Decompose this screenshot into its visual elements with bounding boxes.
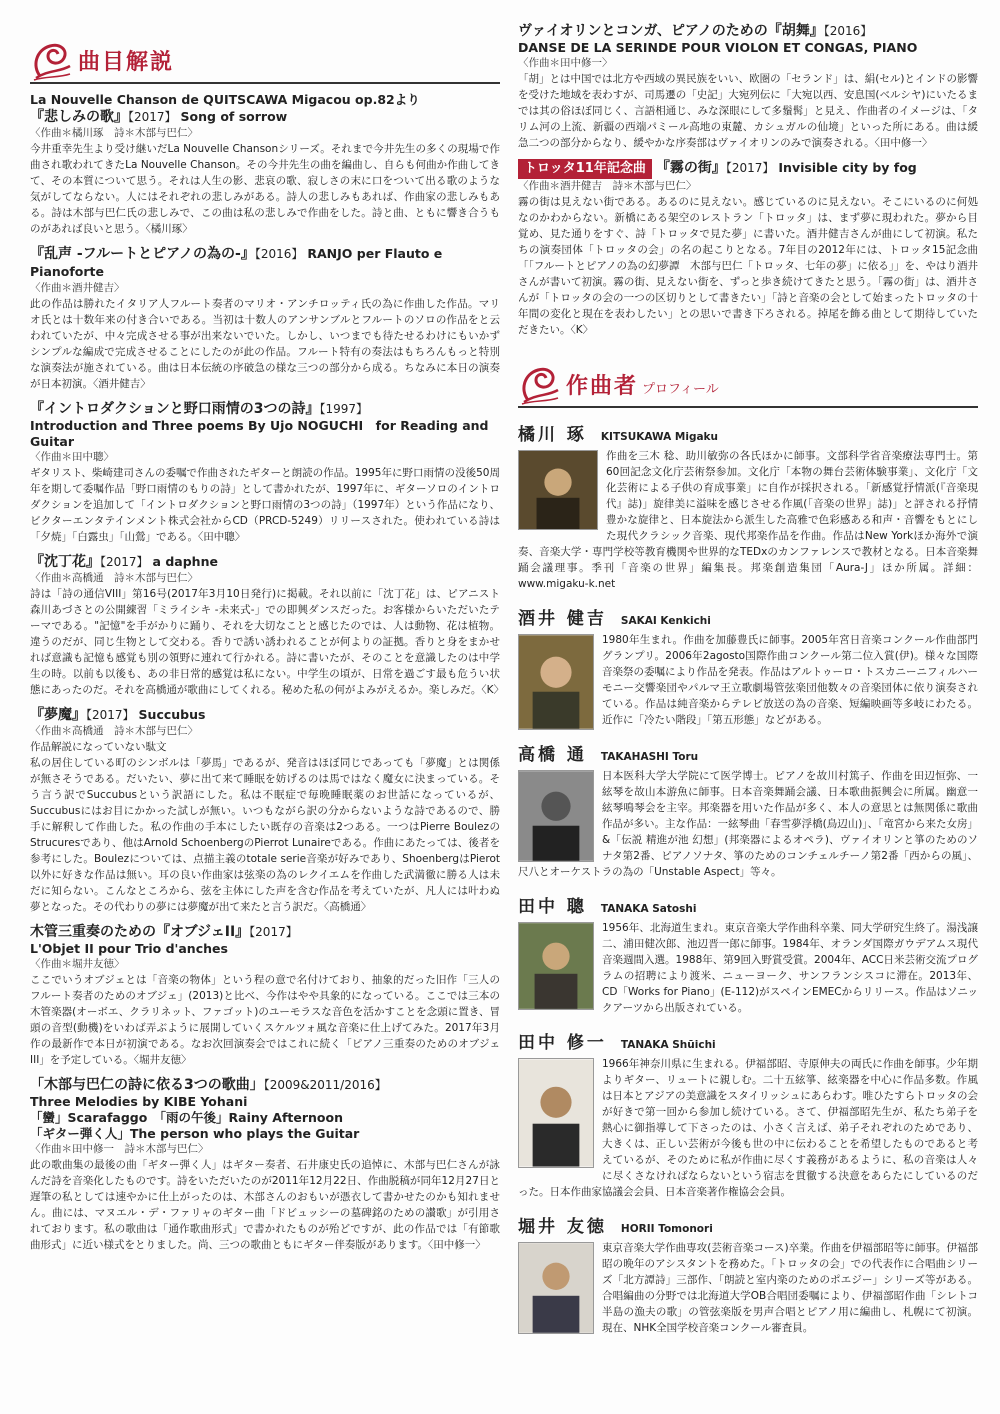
portrait-photo-icon: [519, 451, 597, 529]
section-title: 作曲者: [566, 373, 639, 399]
anniversary-badge: トロッタ11年記念曲: [518, 159, 652, 179]
composer-bio-text: 1956年、北海道生まれ。東京音楽大学作曲科卒業、同大学研究生終了。湯浅譲二、浦田健次郎、池辺晋一郎に師事。1984年、オランダ国際ガウデアムス現代音楽週間入選。1988年、第9回入野賞受賞。2004年、ACC日米芸術交流プログラムの招聘により渡米、ニューヨーク、サンフランシスコに滞在。2013年、CD「Works for Piano」(E-112)がスペインEMECからリリース。作品はソニックアーツから出版されている。: [602, 922, 978, 1014]
composer-name-romaji: TAKAHASHI Toru: [600, 751, 699, 763]
piece-title-jp: ヴァイオリンとコンガ、ピアノのための『胡舞』: [518, 23, 824, 39]
piece-entry: [518, 159, 978, 338]
piece-title-jp: 『沈丁花』: [30, 554, 100, 570]
piece-title-jp: 『悲しみの歌』: [30, 109, 128, 125]
piece-title: [30, 400, 500, 418]
right-column: [518, 0, 978, 1336]
composer-name: [518, 740, 978, 765]
piece-credit: 〈作曲＊田中修一 詩＊木部与巴仁〉: [30, 1143, 209, 1155]
composer-profile: [518, 420, 978, 592]
composer-name-romaji: HORII Tomonori: [620, 1223, 713, 1235]
composer-name-romaji: TANAKA Shūichi: [620, 1039, 716, 1051]
piece-entry: [30, 553, 505, 698]
composer-name-jp: 田中 聰: [518, 897, 587, 917]
piece-entry: [30, 400, 500, 545]
piece-prehead: La Nouvelle Chanson de QUITSCAWA Migacou op.82より: [30, 92, 420, 107]
piece-title-jp: 『イントロダクションと野口雨情の3つの詩』: [30, 401, 320, 417]
piece-title-en: DANSE DE LA SERINDE POUR VIOLON ET CONGAS, PIANO: [518, 40, 918, 55]
composer-name: [518, 1028, 978, 1053]
composer-photo: [518, 770, 594, 862]
piece-title: [518, 159, 978, 179]
piece-title-jp: 『霧の街』: [655, 160, 726, 176]
piece-title-en: L'Objet II pour Trio d'anches: [30, 941, 228, 956]
piece-entry: [518, 22, 978, 151]
composer-bio-text: 1980年生まれ。作曲を加藤豊氏に師事。2005年宮日音楽コンクール作曲部門グランプリ。2006年2agosto国際作曲コンクール第二位入賞(伊)。様々な国際音楽祭の委嘱により作品を発表。作品はアルトゥーロ・トスカニーニフィルハーモニー交響楽団やパルマ王立歌劇場管弦楽団他数々の音楽団体に依り演奏されている。作品は純音楽からテレビ放送の為の音楽、短編映画等多岐にわたる。近作に「冷たい階段」「第五形態」などがある。: [602, 634, 978, 726]
piece-title-en: Invisible city by fog: [778, 160, 917, 175]
composer-bio-text: 1966年神奈川県に生まれる。伊福部昭、寺原伸夫の両氏に作曲を師事。少年期よりギター、リュートに親しむ。二十五絃箏、絃楽器を中心に作品多数。作風は日本とアジアの美意識をスタイリッシュにあらわす。唯ひたすらトロッタの会が好きで第一回から参加し続けている。さて、伊福部昭先生が、私たち弟子を熱心に御指導して下さったのは、小さく言えば、弟子それぞれのためであり、大きくは、正しい芸術が今後も世の中に伝わることを希望したものであると考えているが、そのために私が作曲に尽くす義務があるように、私の音楽は人々に尽くさなければならないという宿志を貫徹する決意をあらたにしているのだった。日本作曲家協議会会員、日本音楽著作権協会会員。: [518, 1058, 978, 1198]
composer-bio: [518, 1056, 978, 1200]
composer-bio-text: 作曲を三木 稔、助川敏弥の各氏ほかに師事。文部科学省音楽療法専門士。第60回記念文化庁芸術祭参加。文化庁「本物の舞台芸術体験事業」、文化庁「文化芸術による子供の育成事業」に自作が採択される。「新感覚抒情派(『音楽現代』誌)」旋律美に溢味を感じさせる作風(「音楽の世界」誌)」と評される抒情豊かな旋律と、日本旋法から派生した高雅で色彩感ある和声・音響をもとにした現代クラシック音楽、現代邦楽作品を作曲。作品はNew Yorkほか海外で演奏、音楽大学・専門学校等教育機関や世界的なTEDxのカンファレンスで教材となる。日本音楽舞踊会議理事。季刊「音楽の世界」編集長。邦楽創造集団「Aura-J」ほか所属。詳細：www.migaku-k.net: [518, 450, 978, 590]
piece-title: [30, 108, 500, 126]
piece-credit: 〈作曲＊堀井友徳〉: [30, 958, 125, 970]
piece-description: 今井重幸先生より受け継いだLa Nouvelle Chansonシリーズ。それまで今井先生の多くの現場で作曲され歌われてきたLa Nouvelle Chanson。その今井先生の曲を編曲し、自らも何曲か作曲してきて、その本質について思う。それは人生の影、悲哀の歌、寂しさの末に口をついて出る歌のような気がしてならない。人にはそれぞれの悲しみがある。詩人の悲しみもあれば、作曲家の悲しみもある。詩は木部与巴仁氏の悲しみで、この曲は私の悲しみで作曲をした。詩と曲、ともに響き合うものがあれば良いと思う。〈橘川琢〉: [30, 143, 500, 235]
section-subtitle: プロフィール: [642, 382, 719, 397]
composer-profile: [518, 604, 978, 728]
piece-entry: [30, 923, 500, 1068]
composer-profile: [518, 892, 978, 1016]
piece-title-jp: 木管三重奏のための『オブジェII』: [30, 924, 250, 940]
piece-description: 「胡」とは中国では北方や西域の異民族をいい、欧圏の「セランド」は、絹(セル)とインドの影響を受けた地域を表わすが、司馬遷の「史記」大宛列伝に「大宛以西、安息国(ベルシヤ)にいたるまでは其の俗ほぼ同じく、言語相通じ、みな深眼にして多鬚髯」と見え、作曲者のイメージは、「タリム河の上流、新疆の西端パミール高地の東麓、カシュガルの仙境」といった所にある。曲は緩急二つの部分からなり、緩やかな序奏部はヴァイオリンのみで演奏される。〈田中修一〉: [518, 73, 978, 149]
piece-description: 詩は「詩の通信VIII」第16号(2017年3月10日発行)に掲載。それ以前に「沈丁花」は、ピアニスト森川あづさとの公開練習「ミライシキ -未来式-」での即興ダンスだった。お客様からいただいたテーマである。"記憶"を手がかりに踊り、それを大切なことと感じたのでは、人は動物、花は植物。違うのだが、同じ生物として交わる。香りで誘い誘われることが何よりの証拠。香りと身をまかせれば意識も記憶も感覚も別の領野に連れて行かれる。詩に書いたが、そのことを意識したのは中学生の時。以前も以後も、あの非日常的感覚は私にない。中学生の頃が、日常を過ごす最も危うい状態にあったのだ。それを高橋通が歌曲にしてくれる。秘めた私の何がよみがえるか。楽しみだ。〈K〉: [30, 588, 505, 696]
composer-bio: [518, 768, 978, 880]
treble-clef-logo-icon: [30, 36, 72, 82]
composer-name-jp: 酒井 健吉: [518, 609, 607, 629]
composer-bio: [518, 920, 978, 1016]
composer-name-romaji: SAKAI Kenkichi: [620, 615, 711, 627]
piece-credit: 〈作曲＊酒井健吉〉: [30, 282, 125, 294]
treble-clef-logo-icon: [518, 360, 560, 406]
piece-description: 此の歌曲集の最後の曲「ギター弾く人」はギター奏者、石井康史氏の追悼に、木部与巴仁さんが詠んだ詩を音楽化したものです。詩をいただいたのが2011年12月22日、作曲脱稿が同年12月27日と遅筆の私としては速やかに仕上がったのは、木部さんのおもいが憑衣して書かせたのかも知れません。曲には、マヌエル・デ・ファリャのギター曲「ドビュッシーの墓碑銘のための讃歌」が引用されております。私の歌曲は「通作歌曲形式」で書かれたものが殆どですが、此の作品では「有節歌曲形式」に近い様式をとりました。尚、三つの歌曲ともにギター伴奏版があります。〈田中修一〉: [30, 1159, 500, 1251]
piece-title-en: Introduction and Three poems By Ujo NOGUCHI for Reading and Guitar: [30, 418, 489, 449]
composer-name-romaji: TANAKA Satoshi: [600, 903, 697, 915]
piece-description: 霧の街は見えない街である。あるのに見えない。感じているのに見えない。そこにいるのに何処なのかわからない。新橋にある架空のレストラン「トロッタ」は、まず夢に現われた。夢から目覚め、見た通りをすぐ、詩「トロッタで見た夢」に書いた。酒井健吉さんが曲にして初演。私たちの演奏団体「トロッタの会」の名の起こりとなる。7年目の2012年には、トロッタ15記念曲「「フルートとピアノの為の幻夢譚 木部与巴仁「トロッタ、七年の夢」に依る」」を、やはり酒井さんが書いて初演。霧の街、見えない街を、ずっと歩き続けてきたと思う。「霧の街」は、酒井さんが「トロッタの会の一つの区切りとして書きたい」「詩と音楽の会として始まったトロッタの十年間の変化と現在を表わしたい」との思いで書き下ろされる。掉尾を飾る曲として期待していただきたい。〈K〉: [518, 196, 978, 336]
piece-credit: 〈作曲＊高橋通 詩＊木部与巴仁〉: [30, 572, 198, 584]
piece-title: [30, 553, 500, 571]
section-header-composer-profiles: [518, 346, 978, 408]
piece-title-en: Succubus: [138, 707, 206, 722]
piece-title: [30, 245, 500, 281]
piece-year: 【1997】: [319, 402, 369, 416]
piece-title: [30, 706, 500, 724]
composer-name: [518, 420, 978, 445]
section-header-program-notes: [30, 22, 500, 84]
piece-description: 作品解説になっていない駄文 私の居住している町のシンボルは「夢馬」であるが、発音はほぼ同じであっても「夢魔」とは関係が無さそうである。だいたい、夢に出て来て睡眠を妨げるのは馬ではなく魔女に決まっている。そう言う訳でSuccubusという訳語にした。私は不眠症で毎晩睡眠薬のお世話になっているが、Succubusにはお目にかかった試しが無い。いつもながら訳の分からないような詩であるので、勝手に解釈して作曲した。私の作曲の手本にしたい既存の音楽は2つある。一つはPierre BoulezのStrucuresであり、他はArnold SchoenbergのPierrot Lunaireである。作曲にあたっては、後者を参考にした。Boulezについては、点描主義のtotale serie音楽が好みであり、ShoenbergはPierot以外に好きな作品は無い。耳の良い作曲家は弦楽の為のレクイエムを作曲した武満徹に勝る人は未だに知らない。こんなところから、弦を主体にした声を含む作品を考えていたが、凡人には叶わぬ夢となった。その代わりの夢には夢魔が出て来たと言う訳だ。〈高橋通〉: [30, 741, 500, 913]
composer-bio-text: 東京音楽大学作曲専攻(芸術音楽コース)卒業。作曲を伊福部昭等に師事。伊福部昭の晩年のアシスタントを務めた。「トロッタの会」での代表作に合唱曲シリーズ「北方譚詩」三部作、「朗読と室内楽のためのポエジー」シリーズ等がある。合唱編曲の分野では北海道大学OB合唱団委嘱により、伊福部昭作曲「シレトコ半島の漁夫の歌」の管弦楽版を男声合唱とピアノ用に編曲し、札幌にて初演。現在、NHK全国学校音楽コンクール審査員。: [602, 1242, 978, 1334]
composer-photo: [518, 634, 594, 730]
piece-title-jp: 『乱声 -フルートとピアノの為の-』: [30, 246, 255, 262]
composer-photo: [518, 450, 598, 530]
piece-title-en: a daphne: [152, 554, 218, 569]
piece-title-jp: 「木部与巴仁の詩に依る3つの歌曲」: [30, 1077, 264, 1093]
piece-credit: 〈作曲＊酒井健吉 詩＊木部与巴仁〉: [518, 180, 697, 192]
composer-name-jp: 高橋 通: [518, 745, 587, 765]
composer-name: [518, 1212, 978, 1237]
piece-year: 【2017】: [100, 555, 149, 569]
piece-description: ギタリスト、柴崎建司さんの委嘱で作曲されたギターと朗読の作品。1995年に野口雨情の没後50周年を期して委嘱作品「野口雨情のもりの詩」として書かれたが、1997年に、ギターソロのイントロダクションを追加して「イントロダクションと野口雨情の3つの詩」（1997年）という作品になり、ビクターエンタテインメント株式会社からCD（PRCD-5249）リリースされた。使われている詩は「夕焼」「白露虫」「山鶯」である。〈田中聰〉: [30, 467, 500, 543]
piece-entry: [30, 706, 500, 915]
piece-title: [30, 1076, 500, 1094]
left-column: [30, 0, 505, 1253]
composer-bio: [518, 448, 978, 592]
composer-bio-text: 日本医科大学大学院にて医学博士。ピアノを故川村篤子、作曲を田辺恒弥、一絃琴を故山本游魚に師事。日本音楽舞踊会議、日本歌曲振興会に所属。幽意一絃琴鳴琴会を主宰。邦楽器を用いた作品が多く、本人の意思とは無関係に歌曲作品が多い。主な作品：一絃琴曲「春雪夢浮橋(鳥辺山)」、「竜宮から来た女房」&「伝説 精進が池 幻想」(邦楽器によるオペラ)、ヴァイオリンと箏のためのソナタ第2番、ピアノソナタ、箏のためのコンチェルチーノ第2番「西からの風」、尺八とオーケストラの為の「Unstable Aspect」等々。: [518, 770, 978, 878]
composer-name-jp: 橘川 琢: [518, 425, 587, 445]
piece-entry: [30, 92, 500, 237]
piece-year: 【2017】: [249, 925, 298, 939]
piece-credit: 〈作曲＊田中聰〉: [30, 451, 114, 463]
composer-name: [518, 604, 978, 629]
portrait-photo-icon: [519, 771, 593, 861]
piece-description: 此の作品は勝れたイタリア人フルート奏者のマリオ・アンチロッティ氏の為に作曲した作品。マリオ氏とは十数年来の付き合いである。当初は十数人のアンサンブルとフルートのソロの作品をと云われていたが、中々完成させる事が出来ないでいた。しかし、いつまでも待たせるわけにもいかずシンプルな編成で完成させることにしたのが此の作品。フルート特有の奏法はもちろんもっと特別な演奏法が施されている。曲は日本伝統の序破急の様な三つの部分から成る。ちなみに本日の演奏が日本初演。〈酒井健吉〉: [30, 298, 500, 390]
piece-credit: 〈作曲＊高橋通 詩＊木部与巴仁〉: [30, 725, 198, 737]
composer-profile: [518, 1028, 978, 1200]
piece-subtitle-songs: 「蠻」Scarafaggo 「雨の午後」Rainy Afternoon: [30, 1110, 344, 1125]
composer-photo: [518, 1242, 594, 1334]
portrait-photo-icon: [519, 1059, 593, 1167]
piece-subtitle-songs: 「ギター弾く人」The person who plays the Guitar: [30, 1126, 360, 1141]
composer-name: [518, 892, 978, 917]
portrait-photo-icon: [519, 1243, 593, 1333]
composer-name-jp: 堀井 友徳: [518, 1217, 607, 1237]
piece-entry: [30, 245, 500, 392]
piece-title-jp: 『夢魔』: [30, 707, 86, 723]
composer-bio: [518, 1240, 978, 1336]
piece-title-en: Song of sorrow: [180, 109, 288, 124]
piece-year: 【2017】: [86, 708, 135, 722]
piece-title-en: RANJO per Flauto e Pianoforte: [30, 246, 443, 279]
piece-title: [518, 22, 978, 40]
piece-year: 【2009&2011/2016】: [263, 1078, 387, 1092]
composer-name-jp: 田中 修一: [518, 1033, 607, 1053]
piece-title-en: Three Melodies by KIBE Yohani: [30, 1094, 248, 1109]
piece-year: 【2016】: [254, 247, 304, 261]
composer-bio: [518, 632, 978, 728]
composer-photo: [518, 922, 594, 1010]
piece-year: 【2016】: [823, 24, 873, 38]
portrait-photo-icon: [519, 635, 593, 729]
piece-year: 【2017】: [725, 161, 775, 175]
piece-credit: 〈作曲＊田中修一〉: [518, 57, 613, 69]
composer-profile: [518, 1212, 978, 1336]
composer-photo: [518, 1058, 594, 1168]
piece-year: 【2017】: [128, 110, 177, 124]
piece-title: [30, 923, 500, 941]
section-title: 曲目解説: [78, 49, 175, 75]
piece-description: ここでいうオブジェとは「音楽の物体」という程の意で名付けており、抽象的だった旧作「三人のフルート奏者のためのオブジェ」(2013)と比べ、今作はやや具象的になっている。ここでは三本の木管楽器(オーボエ、クラリネット、ファゴット)のユーモラスな音色を活かすことを念頭に置き、冒頭の音型(動機)をいわば弄ぶように展開していくスケルツォ風な音楽に仕上げてみた。2017年3月作の最新作で本日が初演である。なお次回演奏会ではこれに続く「ピアノ三重奏のためのオブジェIII」を予定している。〈堀井友徳〉: [30, 974, 500, 1066]
piece-credit: 〈作曲＊橘川琢 詩＊木部与巴仁〉: [30, 127, 198, 139]
piece-entry: [30, 1076, 500, 1253]
composer-profile: [518, 740, 978, 880]
composer-name-romaji: KITSUKAWA Migaku: [600, 431, 719, 443]
portrait-photo-icon: [519, 923, 593, 1009]
